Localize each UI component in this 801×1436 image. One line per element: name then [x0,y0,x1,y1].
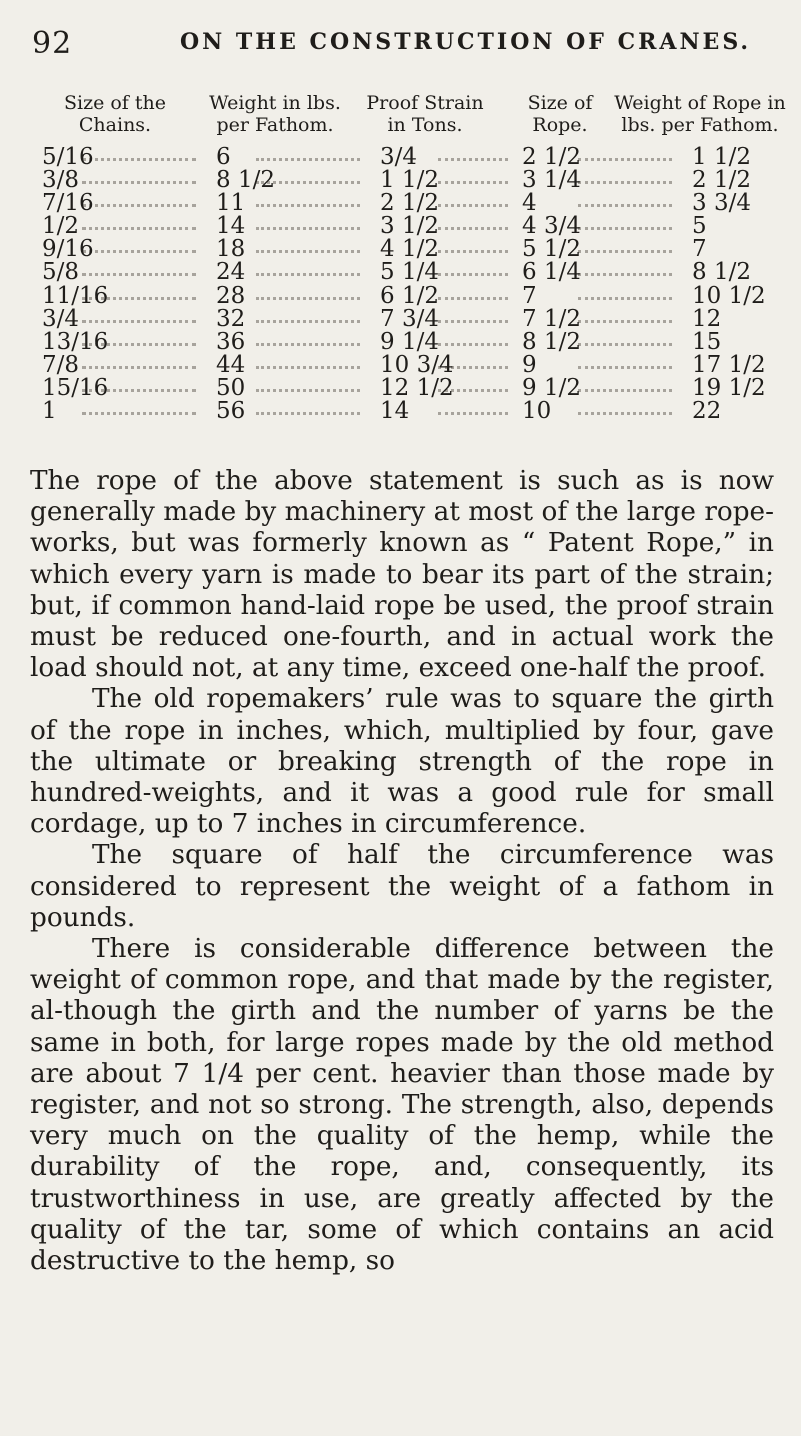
dot-leader [578,181,672,187]
dot-leader [256,250,360,256]
table-cell: 15 [692,328,722,355]
table-row [0,169,801,192]
dot-leader [438,412,508,418]
table-cell: 6 [216,144,231,170]
dot-leader [438,181,508,187]
body-text [30,466,774,1277]
table-cell: 3/4 [380,144,418,170]
dot-leader [438,227,508,233]
table-cell: 22 [692,398,722,425]
table-cell: 9 1/4 [380,328,439,355]
table-cell: 7 3/4 [380,305,439,332]
dot-leader [578,158,672,164]
table-header [0,92,801,140]
dot-leader [82,412,196,418]
column-header-rope-size: Size of Rope. [527,92,593,136]
table-cell: 36 [216,328,246,355]
table-cell: 12 [692,305,722,332]
table-cell: 56 [216,398,246,425]
table-cell: 6 1/4 [522,259,581,286]
dot-leader [578,297,672,303]
table-cell: 7 1/2 [522,305,581,332]
paragraph: The square of half the circumference was considered to represent the weight of a fathom in pounds. [30,840,774,933]
table-cell: 3/8 [42,167,80,194]
table-cell: 10 3/4 [380,351,454,378]
dot-leader [82,204,196,210]
table-row [0,351,801,378]
table-cell: 3 1/2 [380,213,439,240]
table-cell: 1 [42,398,57,425]
table-cell: 17 1/2 [692,351,766,378]
data-table [0,146,801,423]
table-cell: 5/8 [42,259,80,286]
table-cell: 9 [522,351,537,378]
dot-leader [578,273,672,279]
table-cell: 7 [692,236,707,263]
column-header-rope-weight: Weight of Rope in lbs. per Fathom. [614,92,786,136]
table-cell: 8 1/2 [522,328,581,355]
table-cell: 10 [522,398,552,425]
dot-leader [438,250,508,256]
table-cell: 9/16 [42,236,94,263]
table-cell: 2 1/2 [522,144,581,170]
paragraph: The rope of the above statement is such as is now generally made by machinery at most of the large rope-works, but was formerly known as “ Patent Rope,” in which every yarn is made to bear its part of the strain; but, if common hand-laid rope be used, the proof strain must be reduced one-fourth, and in actual work the load should not, at any time, exceed one-half the proof. [30,466,774,684]
dot-leader [82,181,196,187]
table-cell: 5 1/2 [522,236,581,263]
dot-leader [438,273,508,279]
table-cell: 5 1/4 [380,259,439,286]
dot-leader [438,204,508,210]
column-header-chain-weight: Weight in lbs. per Fathom. [209,92,341,136]
dot-leader [578,204,672,210]
table-cell: 32 [216,305,246,332]
dot-leader [578,250,672,256]
dot-leader [438,297,508,303]
dot-leader [578,366,672,372]
dot-leader [82,273,196,279]
table-cell: 15/16 [42,374,109,401]
table-row [0,328,801,355]
table-cell: 2 1/2 [380,190,439,217]
dot-leader [256,320,360,326]
page-header [32,26,772,66]
dot-leader [578,389,672,395]
table-cell: 3 1/4 [522,167,581,194]
table-cell: 2 1/2 [692,167,751,194]
dot-leader [578,412,672,418]
dot-leader [82,158,196,164]
running-title: ON THE CONSTRUCTION OF CRANES. [180,29,752,55]
table-cell: 6 1/2 [380,282,439,309]
dot-leader [256,297,360,303]
table-cell: 44 [216,351,246,378]
dot-leader [256,204,360,210]
table-cell: 7/16 [42,190,94,217]
table-cell: 13/16 [42,328,109,355]
table-row [0,215,801,238]
dot-leader [578,320,672,326]
dot-leader [256,366,360,372]
table-cell: 8 1/2 [692,259,751,286]
dot-leader [256,389,360,395]
dot-leader [256,273,360,279]
table-cell: 24 [216,259,246,286]
table-row [0,305,801,332]
table-cell: 4 1/2 [380,236,439,263]
dot-leader [438,343,508,349]
column-header-proof-strain: Proof Strain in Tons. [366,92,484,136]
table-cell: 14 [216,213,246,240]
dot-leader [438,320,508,326]
table-cell: 10 1/2 [692,282,766,309]
table-cell: 5 [692,213,707,240]
paragraph: The old ropemakers’ rule was to square the girth of the rope in inches, which, multiplied by four, gave the ultimate or breaking strength of the rope in hundred-weights, and it was a good rule for small cordage, up to 7 inches in circumference. [30,684,774,840]
table-cell: 3 3/4 [692,190,751,217]
dot-leader [256,412,360,418]
table-cell: 5/16 [42,144,94,170]
page-number: 92 [32,26,73,61]
table-cell: 1 1/2 [692,144,751,170]
table-row [0,282,801,309]
table-cell: 4 [522,190,537,217]
table-cell: 3/4 [42,305,80,332]
dot-leader [82,366,196,372]
table-row [0,192,801,215]
column-header-chain-size: Size of the Chains. [63,92,166,136]
table-cell: 12 1/2 [380,374,454,401]
dot-leader [578,227,672,233]
dot-leader [82,250,196,256]
table-row [0,400,801,423]
dot-leader [256,227,360,233]
table-cell: 18 [216,236,246,263]
table-cell: 7 [522,282,537,309]
table-cell: 11/16 [42,282,109,309]
table-cell: 1 1/2 [380,167,439,194]
table-cell: 1/2 [42,213,80,240]
table-row [0,374,801,401]
table-cell: 50 [216,374,246,401]
dot-leader [256,343,360,349]
paragraph: There is considerable difference between the weight of common rope, and that made by the register, al-though the girth and the number of yarns be the same in both, for large ropes made by the old method are about 7 1/4 per cent. heavier than those made by register, and not so strong. The strength, also, depends very much on the quality of the hemp, while the durability of the rope, and, consequently, its trustworthiness in use, are greatly affected by the quality of the tar, some of which contains an acid destructive to the hemp, so [30,934,774,1277]
table-cell: 19 1/2 [692,374,766,401]
table-cell: 11 [216,190,246,217]
dot-leader [578,343,672,349]
dot-leader [438,158,508,164]
table-cell: 9 1/2 [522,374,581,401]
dot-leader [82,320,196,326]
table-cell: 7/8 [42,351,80,378]
table-row [0,238,801,261]
table-cell: 14 [380,398,410,425]
table-row [0,261,801,284]
table-cell: 28 [216,282,246,309]
dot-leader [82,227,196,233]
table-cell: 8 1/2 [216,167,275,194]
dot-leader [256,158,360,164]
table-row [0,146,801,169]
table-cell: 4 3/4 [522,213,581,240]
